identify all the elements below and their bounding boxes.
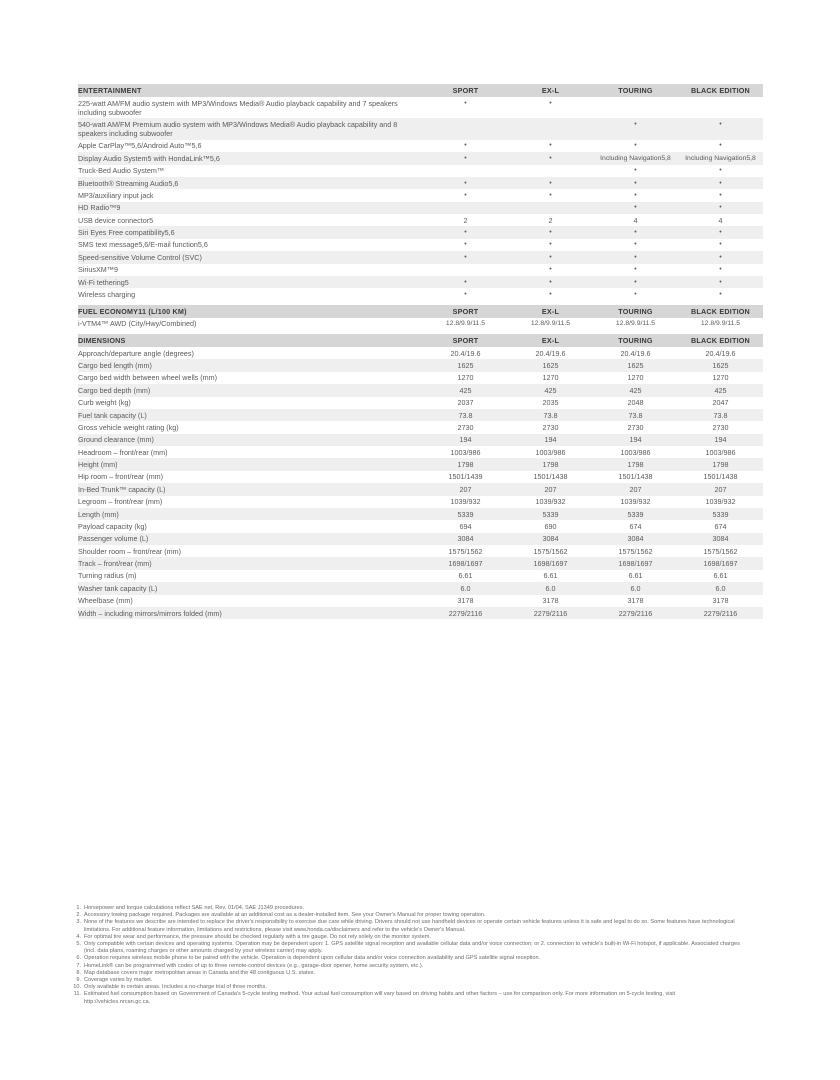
row-label: Speed-sensitive Volume Control (SVC) [78,251,423,263]
entertainment-header-row [78,84,763,97]
cell-sport [423,264,508,276]
cell-exl: • [508,226,593,238]
cell-exl: 1575/1562 [508,545,593,557]
table-row [78,595,763,607]
cell-sport: • [423,288,508,300]
cell-sport: 3178 [423,595,508,607]
cell-black-edition: 3178 [678,595,763,607]
footnote-text: For optimal tire wear and performance, the pressure should be checked regularly with a tire gauge. Do not rely solely on the monitor system. [84,933,431,940]
cell-touring: 4 [593,214,678,226]
row-label: i-VTM4™ AWD (City/Hwy/Combined) [78,318,423,330]
cell-exl [508,118,593,139]
cell-touring: 2048 [593,397,678,409]
cell-touring: • [593,251,678,263]
cell-sport: 2730 [423,421,508,433]
dimensions-header-row [78,334,763,347]
footnote-item [72,955,742,962]
cell-black-edition: 207 [678,483,763,495]
cell-exl: • [508,239,593,251]
cell-sport: 6.61 [423,570,508,582]
cell-sport: 425 [423,384,508,396]
row-label: In-Bed Trunk™ capacity (L) [78,483,423,495]
cell-black-edition: 6.0 [678,582,763,594]
cell-exl: • [508,189,593,201]
entertainment-header-touring: TOURING [593,84,678,97]
table-row [78,520,763,532]
fuel-header-row [78,305,763,318]
cell-black-edition: • [678,288,763,300]
table-row [78,397,763,409]
row-label: Turning radius (m) [78,570,423,582]
cell-exl: 3084 [508,533,593,545]
cell-sport: 1798 [423,458,508,470]
cell-exl: 1039/932 [508,496,593,508]
cell-touring: 3084 [593,533,678,545]
cell-touring: 1003/986 [593,446,678,458]
cell-sport: 6.0 [423,582,508,594]
cell-touring: 1798 [593,458,678,470]
entertainment-header-black-edition: BLACK EDITION [678,84,763,97]
table-row [78,239,763,251]
cell-exl: • [508,276,593,288]
cell-black-edition: • [678,226,763,238]
cell-black-edition: 1039/932 [678,496,763,508]
cell-exl: 5339 [508,508,593,520]
cell-sport: 12.8/9.9/11.5 [423,318,508,330]
footnote-number: 3. [76,919,81,926]
footnotes [72,905,742,1006]
cell-black-edition: 5339 [678,508,763,520]
footnote-text: Coverage varies by market. [84,977,153,984]
cell-touring: Including Navigation5,8 [593,152,678,164]
table-row [78,318,763,330]
table-row [78,251,763,263]
cell-exl: • [508,97,593,118]
table-row [78,607,763,619]
footnote-item [72,963,742,970]
cell-touring: 5339 [593,508,678,520]
cell-touring: • [593,288,678,300]
cell-black-edition: 425 [678,384,763,396]
table-row [78,384,763,396]
fuel-header-exl: EX-L [508,305,593,318]
table-row [78,434,763,446]
footnote-item [72,905,742,912]
row-label: Curb weight (kg) [78,397,423,409]
cell-exl: 1625 [508,359,593,371]
footnote-number: 11. [73,991,81,998]
cell-exl [508,202,593,214]
table-row [78,165,763,177]
cell-exl: 2730 [508,421,593,433]
cell-touring: 12.8/9.9/11.5 [593,318,678,330]
table-row [78,264,763,276]
cell-sport: 1575/1562 [423,545,508,557]
cell-black-edition: 6.61 [678,570,763,582]
row-label: Height (mm) [78,458,423,470]
footnote-text: HomeLink® can be programmed with codes of up to three remote-control devices (e.g., garage-door opener, home security system, etc.). [84,962,424,969]
cell-black-edition [678,97,763,118]
row-label: Passenger volume (L) [78,533,423,545]
cell-black-edition: • [678,239,763,251]
row-label: Apple CarPlay™5,6/Android Auto™5,6 [78,140,423,152]
cell-sport: • [423,251,508,263]
row-label: Cargo bed width between wheel wells (mm) [78,372,423,384]
cell-sport: 1625 [423,359,508,371]
footnote-item [72,970,742,977]
cell-sport: 1270 [423,372,508,384]
cell-touring: 20.4/19.6 [593,347,678,359]
cell-black-edition: • [678,202,763,214]
cell-sport: 73.8 [423,409,508,421]
cell-touring: • [593,177,678,189]
cell-black-edition: • [678,140,763,152]
cell-sport: 194 [423,434,508,446]
table-row [78,421,763,433]
row-label: USB device connector5 [78,214,423,226]
cell-sport: • [423,239,508,251]
table-row [78,446,763,458]
cell-black-edition: 3084 [678,533,763,545]
cell-sport: • [423,189,508,201]
table-row [78,177,763,189]
cell-touring: • [593,239,678,251]
footnote-text: Estimated fuel consumption based on Government of Canada's 5-cycle testing method. Your actual fuel consumption will vary based on driving habits and other factors – use for comparison only. For more information on 5-cycle testing, visit http://vehicles.nrcan.gc.ca. [84,991,676,1005]
row-label: Washer tank capacity (L) [78,582,423,594]
row-label: Wheelbase (mm) [78,595,423,607]
cell-touring: 674 [593,520,678,532]
cell-sport: 1698/1697 [423,557,508,569]
table-row [78,288,763,300]
row-label: Fuel tank capacity (L) [78,409,423,421]
dimensions-header-exl: EX-L [508,334,593,347]
cell-sport: 1003/986 [423,446,508,458]
cell-exl: 425 [508,384,593,396]
cell-black-edition: 1003/986 [678,446,763,458]
cell-sport: 1039/932 [423,496,508,508]
cell-sport: 2037 [423,397,508,409]
footnote-number: 9. [76,977,81,984]
cell-exl: 1798 [508,458,593,470]
footnote-item [72,984,742,991]
footnote-text: None of the features we describe are intended to replace the driver's responsibility to exercise due care while driving. Drivers should not use handheld devices or operate certain vehicle features unless it is safe and legal to do so. Some features have technological limitations. For additional feature information, limitations and restrictions, please visit www.honda.ca/disclaimers and refer to the vehicle's Owner's Manual. [84,919,735,933]
cell-sport: 5339 [423,508,508,520]
row-label: Legroom – front/rear (mm) [78,496,423,508]
footnote-text: Horsepower and torque calculations reflect SAE net, Rev. 01/04, SAE J1349 procedures. [84,905,305,911]
table-row [78,496,763,508]
cell-exl: • [508,288,593,300]
footnote-item [72,977,742,984]
cell-black-edition: • [678,276,763,288]
table-row [78,471,763,483]
table-row [78,458,763,470]
table-row [78,582,763,594]
footnote-text: Only available in certain areas. Includes a no-charge trial of three months. [84,984,267,991]
cell-sport: • [423,140,508,152]
row-label: Length (mm) [78,508,423,520]
cell-black-edition: 674 [678,520,763,532]
table-row [78,97,763,118]
cell-touring: • [593,276,678,288]
footnote-number: 10. [73,984,81,991]
table-row [78,152,763,164]
row-label: MP3/auxiliary input jack [78,189,423,201]
row-label: Payload capacity (kg) [78,520,423,532]
cell-exl: • [508,177,593,189]
cell-touring: 2279/2116 [593,607,678,619]
footnote-text: Map database covers major metropolitan areas in Canada and the 48 contiguous U.S. states. [84,969,316,976]
cell-black-edition: • [678,189,763,201]
row-label: Wireless charging [78,288,423,300]
cell-exl: 1501/1438 [508,471,593,483]
cell-exl: 73.8 [508,409,593,421]
cell-exl: 6.0 [508,582,593,594]
cell-touring: 2730 [593,421,678,433]
cell-exl: 20.4/19.6 [508,347,593,359]
row-label: Approach/departure angle (degrees) [78,347,423,359]
cell-exl: • [508,251,593,263]
dimensions-header-touring: TOURING [593,334,678,347]
cell-touring: 425 [593,384,678,396]
row-label: Track – front/rear (mm) [78,557,423,569]
table-row [78,118,763,139]
table-row [78,276,763,288]
row-label: Siri Eyes Free compatibility5,6 [78,226,423,238]
cell-touring: 73.8 [593,409,678,421]
cell-sport: 3084 [423,533,508,545]
entertainment-table [78,84,763,301]
footnote-item [72,912,742,919]
cell-exl: 6.61 [508,570,593,582]
table-row [78,545,763,557]
table-row [78,226,763,238]
cell-black-edition: 1501/1438 [678,471,763,483]
table-row [78,570,763,582]
cell-black-edition: 12.8/9.9/11.5 [678,318,763,330]
row-label: Ground clearance (mm) [78,434,423,446]
footnote-number: 1. [76,905,81,911]
cell-touring: • [593,118,678,139]
fuel-header-black-edition: BLACK EDITION [678,305,763,318]
cell-exl: 194 [508,434,593,446]
entertainment-header-sport: SPORT [423,84,508,97]
cell-black-edition: Including Navigation5,8 [678,152,763,164]
cell-black-edition: 4 [678,214,763,226]
table-row [78,409,763,421]
cell-black-edition: 2730 [678,421,763,433]
spec-sheet [78,84,763,623]
footnote-item [72,991,742,1005]
fuel-header-sport: SPORT [423,305,508,318]
footnote-number: 5. [76,941,81,948]
footnote-text: Operation requires wireless mobile phone to be paired with the vehicle. Operation is dependent upon cellular data and/or voice connection availability and GPS satellite signal reception. [84,955,541,962]
cell-sport [423,165,508,177]
cell-black-edition: • [678,118,763,139]
table-row [78,372,763,384]
row-label: Headroom – front/rear (mm) [78,446,423,458]
cell-touring: • [593,165,678,177]
table-row [78,533,763,545]
cell-black-edition: 1575/1562 [678,545,763,557]
cell-exl: • [508,152,593,164]
table-row [78,483,763,495]
cell-exl: 1270 [508,372,593,384]
cell-exl: 1698/1697 [508,557,593,569]
cell-black-edition: • [678,165,763,177]
dimensions-table [78,334,763,619]
cell-sport: • [423,276,508,288]
cell-touring: 1625 [593,359,678,371]
cell-black-edition: 1798 [678,458,763,470]
cell-exl: 207 [508,483,593,495]
table-row [78,189,763,201]
cell-exl: • [508,140,593,152]
row-label: Shoulder room – front/rear (mm) [78,545,423,557]
cell-sport: • [423,226,508,238]
dimensions-header-label: DIMENSIONS [78,334,423,347]
cell-black-edition: 20.4/19.6 [678,347,763,359]
footnote-number: 8. [76,969,81,976]
cell-black-edition: 2047 [678,397,763,409]
row-label: Width – including mirrors/mirrors folded (mm) [78,607,423,619]
footnote-text: Accessory towing package required. Packages are available at an additional cost as a dealer-installed item. See your Owner's Manual for proper towing operation. [84,912,486,919]
footnote-item [72,919,742,933]
cell-touring: 3178 [593,595,678,607]
footnote-number: 6. [76,955,81,962]
row-label: SMS text message5,6/E-mail function5,6 [78,239,423,251]
cell-black-edition: 2279/2116 [678,607,763,619]
cell-touring: • [593,140,678,152]
row-label: 540-watt AM/FM Premium audio system with MP3/Windows Media® Audio playback capability and 8 speakers including subwoofer [78,118,423,139]
row-label: Cargo bed length (mm) [78,359,423,371]
cell-sport [423,118,508,139]
table-row [78,347,763,359]
cell-touring: 1501/1438 [593,471,678,483]
table-row [78,140,763,152]
cell-sport: 2279/2116 [423,607,508,619]
cell-touring: • [593,226,678,238]
cell-touring: • [593,189,678,201]
cell-touring: • [593,264,678,276]
cell-touring: 194 [593,434,678,446]
row-label: 225-watt AM/FM audio system with MP3/Windows Media® Audio playback capability and 7 speakers including subwoofer [78,97,423,118]
cell-touring: 207 [593,483,678,495]
footnote-number: 4. [76,933,81,940]
cell-black-edition: 1270 [678,372,763,384]
cell-sport: • [423,177,508,189]
cell-touring: 6.0 [593,582,678,594]
row-label: Truck-Bed Audio System™ [78,165,423,177]
cell-exl: 3178 [508,595,593,607]
row-label: Cargo bed depth (mm) [78,384,423,396]
footnote-item [72,934,742,941]
footnote-number: 7. [76,962,81,969]
fuel-header-touring: TOURING [593,305,678,318]
cell-exl: 2279/2116 [508,607,593,619]
cell-touring: 1039/932 [593,496,678,508]
cell-black-edition: • [678,177,763,189]
cell-black-edition: 1625 [678,359,763,371]
cell-touring: 1270 [593,372,678,384]
cell-exl: 12.8/9.9/11.5 [508,318,593,330]
table-row [78,359,763,371]
table-row [78,508,763,520]
cell-black-edition: 73.8 [678,409,763,421]
row-label: HD Radio™9 [78,202,423,214]
cell-touring: 1575/1562 [593,545,678,557]
cell-exl: • [508,264,593,276]
fuel-header-label: FUEL ECONOMY11 (L/100 KM) [78,305,423,318]
footnote-number: 2. [76,912,81,919]
entertainment-header-exl: EX-L [508,84,593,97]
cell-exl [508,165,593,177]
row-label: SiriusXM™9 [78,264,423,276]
cell-exl: 690 [508,520,593,532]
table-row [78,202,763,214]
cell-black-edition: • [678,264,763,276]
fuel-economy-table [78,305,763,330]
cell-black-edition: 194 [678,434,763,446]
row-label: Display Audio System5 with HondaLink™5,6 [78,152,423,164]
cell-sport: 207 [423,483,508,495]
cell-sport: 2 [423,214,508,226]
cell-touring: • [593,202,678,214]
cell-black-edition: • [678,251,763,263]
table-row [78,214,763,226]
cell-exl: 2035 [508,397,593,409]
dimensions-header-sport: SPORT [423,334,508,347]
table-row [78,557,763,569]
cell-exl: 2 [508,214,593,226]
cell-sport [423,202,508,214]
cell-sport: 694 [423,520,508,532]
row-label: Wi-Fi tethering5 [78,276,423,288]
cell-touring: 6.61 [593,570,678,582]
footnote-text: Only compatible with certain devices and operating systems. Operation may be dependent upon: 1. GPS satellite signal reception and available cellular data and/or voice connection; or 2. connection to vehicle's built-in Wi-Fi hotspot, if applicable. Associated charges (incl. data plans, roaming charges or other amounts charged by your wireless carrier) may apply. [84,941,740,955]
row-label: Hip room – front/rear (mm) [78,471,423,483]
row-label: Bluetooth® Streaming Audio5,6 [78,177,423,189]
row-label: Gross vehicle weight rating (kg) [78,421,423,433]
cell-touring: 1698/1697 [593,557,678,569]
cell-exl: 1003/986 [508,446,593,458]
entertainment-header-label: ENTERTAINMENT [78,84,423,97]
cell-sport: 20.4/19.6 [423,347,508,359]
cell-black-edition: 1698/1697 [678,557,763,569]
cell-touring [593,97,678,118]
dimensions-header-black-edition: BLACK EDITION [678,334,763,347]
cell-sport: 1501/1439 [423,471,508,483]
cell-sport: • [423,152,508,164]
footnote-item [72,941,742,955]
cell-sport: • [423,97,508,118]
